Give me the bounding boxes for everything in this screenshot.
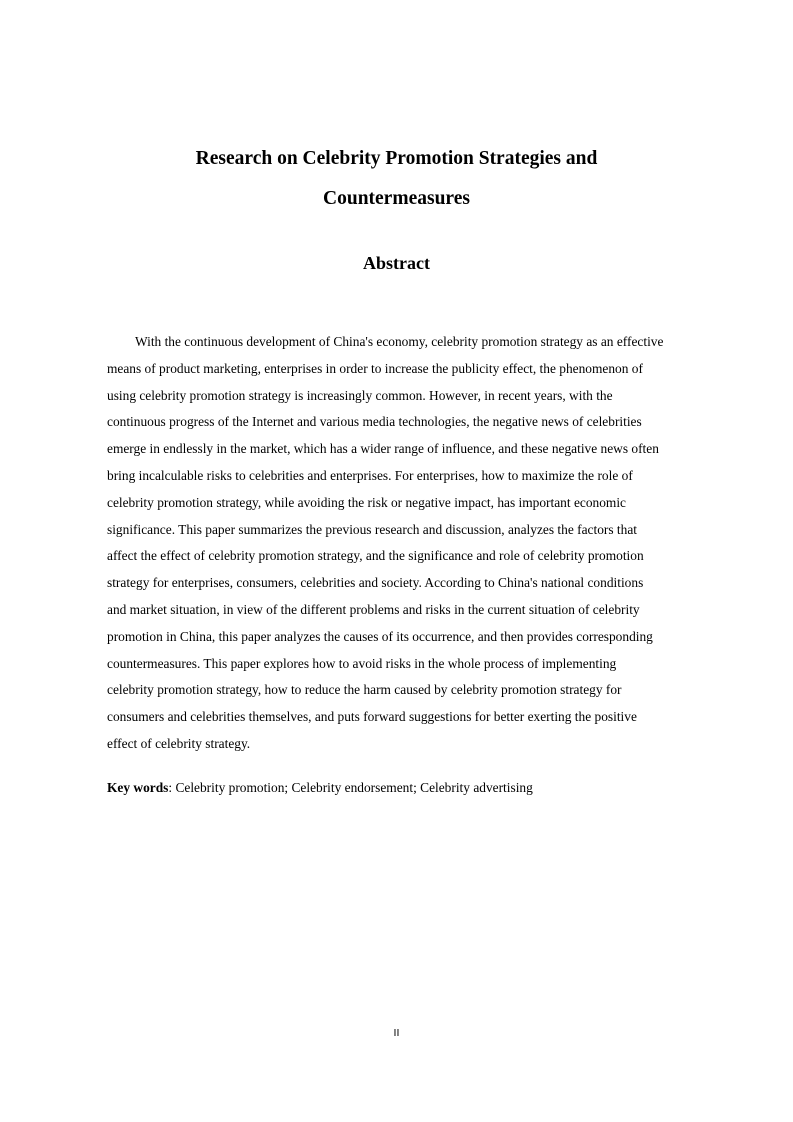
abstract-line: celebrity promotion strategy, while avoiding the risk or negative impact, has important economic [107, 494, 626, 510]
abstract-line: emerge in endlessly in the market, which has a wider range of influence, and these negative news often [107, 441, 659, 457]
abstract-line: promotion in China, this paper analyzes the causes of its occurrence, and then provides corresponding [107, 628, 653, 644]
abstract-line: using celebrity promotion strategy is increasingly common. However, in recent years, with the [107, 387, 613, 403]
abstract-line: With the continuous development of China's economy, celebrity promotion strategy as an effective [135, 334, 664, 349]
abstract-line: effect of celebrity strategy. [107, 735, 251, 751]
keywords-line [107, 776, 533, 800]
keywords-label: Key words [107, 780, 169, 795]
page-number: II [393, 1028, 400, 1039]
abstract-line: continuous progress of the Internet and various media technologies, the negative news of celebrities [107, 414, 642, 430]
paper-title-line-2: Countermeasures [323, 188, 470, 209]
abstract-line: significance. This paper summarizes the previous research and discussion, analyzes the factors that [107, 521, 637, 537]
abstract-line: celebrity promotion strategy, how to reduce the harm caused by celebrity promotion strategy for [107, 682, 622, 698]
abstract-line: means of product marketing, enterprises in order to increase the publicity effect, the phenomenon of [107, 360, 643, 376]
abstract-line: strategy for enterprises, consumers, celebrities and society. According to China's national conditions [107, 575, 644, 591]
abstract-line: countermeasures. This paper explores how to avoid risks in the whole process of implementing [107, 655, 617, 671]
abstract-heading: Abstract [363, 253, 430, 273]
abstract-line: consumers and celebrities themselves, and puts forward suggestions for better exerting the positive [107, 709, 637, 725]
abstract-line: and market situation, in view of the different problems and risks in the current situation of celebrity [107, 601, 640, 617]
abstract-line: bring incalculable risks to celebrities and enterprises. For enterprises, how to maximize the role of [107, 467, 633, 483]
paper-title-line-1: Research on Celebrity Promotion Strategies and [195, 148, 598, 169]
abstract-body [107, 329, 689, 758]
keywords-text: : Celebrity promotion; Celebrity endorsement; Celebrity advertising [168, 780, 533, 795]
abstract-line: affect the effect of celebrity promotion strategy, and the significance and role of celebrity promotion [107, 548, 644, 564]
